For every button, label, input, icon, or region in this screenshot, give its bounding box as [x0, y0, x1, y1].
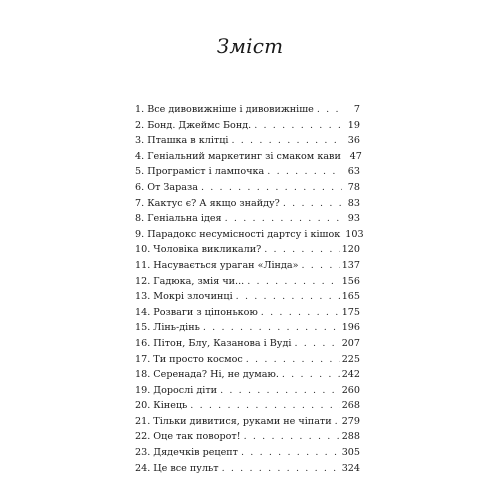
entry-title: 14. Розваги з ціпонькою [135, 306, 258, 318]
entry-title: 10. Чоловіка викликали? [135, 244, 262, 256]
toc-entry [135, 164, 360, 180]
entry-title: 13. Мокрі злочинці [135, 291, 233, 303]
page-number: 156 [341, 275, 360, 287]
dot-leader [282, 367, 340, 383]
entry-title: 4. Геніальний маркетинг зі смаком кави [135, 150, 341, 162]
page-number: 305 [341, 447, 360, 459]
toc-entry [135, 118, 360, 134]
entry-title: 16. Пітон, Блу, Казанова і Вуді [135, 337, 292, 349]
toc-entry [135, 320, 360, 336]
dot-leader [201, 180, 342, 196]
toc-entry [135, 289, 360, 305]
entry-title: 7. Кактус є? А якщо знайду? [135, 197, 280, 209]
page-number: 63 [347, 166, 360, 178]
dot-leader [267, 164, 342, 180]
entry-title: 11. Насувається ураган «Лінда» [135, 259, 299, 271]
toc-entry [135, 367, 360, 383]
entry-title: 21. Тільки дивитися, руками не чіпати [135, 415, 332, 427]
page-number: 268 [341, 400, 360, 412]
page-number: 225 [341, 353, 360, 365]
dot-leader [236, 289, 340, 305]
dot-leader [231, 133, 342, 149]
toc-entry [135, 336, 360, 352]
toc-entry [135, 445, 360, 461]
dot-leader [190, 398, 339, 414]
page-number: 78 [347, 181, 360, 193]
page-number: 242 [341, 369, 360, 381]
table-of-contents [135, 102, 364, 476]
entry-title: 2. Бонд. Джеймс Бонд. [135, 119, 252, 131]
page-number: 137 [341, 259, 360, 271]
page-number: 196 [341, 322, 360, 334]
page-number: 19 [347, 119, 360, 131]
entry-title: 9. Парадокс несумісності дартсу і кішок [135, 228, 341, 240]
dot-leader [294, 336, 339, 352]
page-number: 36 [347, 135, 360, 147]
entry-title: 5. Програміст і лампочка [135, 166, 265, 178]
page-number: 47 [349, 150, 362, 162]
page-number: 175 [341, 306, 360, 318]
dot-leader [244, 429, 340, 445]
toc-entry [135, 258, 360, 274]
toc-entry [135, 133, 360, 149]
entry-title: 20. Кінець [135, 400, 188, 412]
entry-title: 1. Все дивовижніше і дивовижніше [135, 104, 314, 115]
entry-title: 22. Оце так поворот! [135, 431, 241, 443]
toc-entry [135, 196, 360, 212]
toc-entry [135, 274, 360, 290]
dot-leader [254, 118, 342, 134]
entry-title: 18. Серенада? Ні, не думаю. [135, 369, 279, 381]
page-number: 7 [353, 104, 360, 115]
toc-entry [135, 102, 360, 118]
dot-leader [241, 445, 340, 461]
toc-entry [135, 305, 360, 321]
entry-title: 3. Пташка в клітці [135, 135, 229, 147]
page-number: 165 [341, 291, 360, 303]
entry-title: 15. Лінь-дінь [135, 322, 200, 334]
page-number: 207 [341, 337, 360, 349]
page-number: 83 [347, 197, 360, 209]
toc-entry [135, 429, 360, 445]
page-number: 324 [341, 462, 360, 474]
dot-leader [220, 383, 340, 399]
page-number: 288 [341, 431, 360, 443]
entry-title: 8. Геніальна ідея [135, 213, 222, 225]
dot-leader [225, 211, 342, 227]
toc-entry [135, 227, 364, 243]
dot-leader [264, 242, 339, 258]
toc-entry [135, 211, 360, 227]
page-number: 260 [341, 384, 360, 396]
page-number: 120 [341, 244, 360, 256]
page-title: Зміст [216, 34, 284, 58]
dot-leader [335, 414, 340, 430]
toc-entry [135, 414, 360, 430]
page-number: 93 [347, 213, 360, 225]
dot-leader [246, 352, 340, 368]
toc-entry [135, 242, 360, 258]
dot-leader [247, 274, 339, 290]
toc-entry [135, 383, 360, 399]
entry-title: 23. Дядечків рецепт [135, 447, 238, 459]
dot-leader [317, 102, 342, 118]
entry-title: 6. От Зараза [135, 181, 198, 193]
entry-title: 24. Це все пульт [135, 462, 219, 474]
entry-title: 12. Гадюка, змія чи... [135, 275, 245, 287]
dot-leader [261, 305, 340, 321]
toc-entry [135, 180, 360, 196]
dot-leader [283, 196, 342, 212]
dot-leader [203, 320, 340, 336]
dot-leader [301, 258, 339, 274]
toc-entry [135, 352, 360, 368]
dot-leader [222, 461, 340, 477]
toc-entry [135, 398, 360, 414]
page-number: 279 [341, 415, 360, 427]
toc-entry [135, 149, 360, 165]
entry-title: 17. Ти просто космос [135, 353, 243, 365]
toc-entry [135, 461, 360, 477]
page-number: 103 [345, 228, 364, 240]
entry-title: 19. Дорослі діти [135, 384, 218, 396]
